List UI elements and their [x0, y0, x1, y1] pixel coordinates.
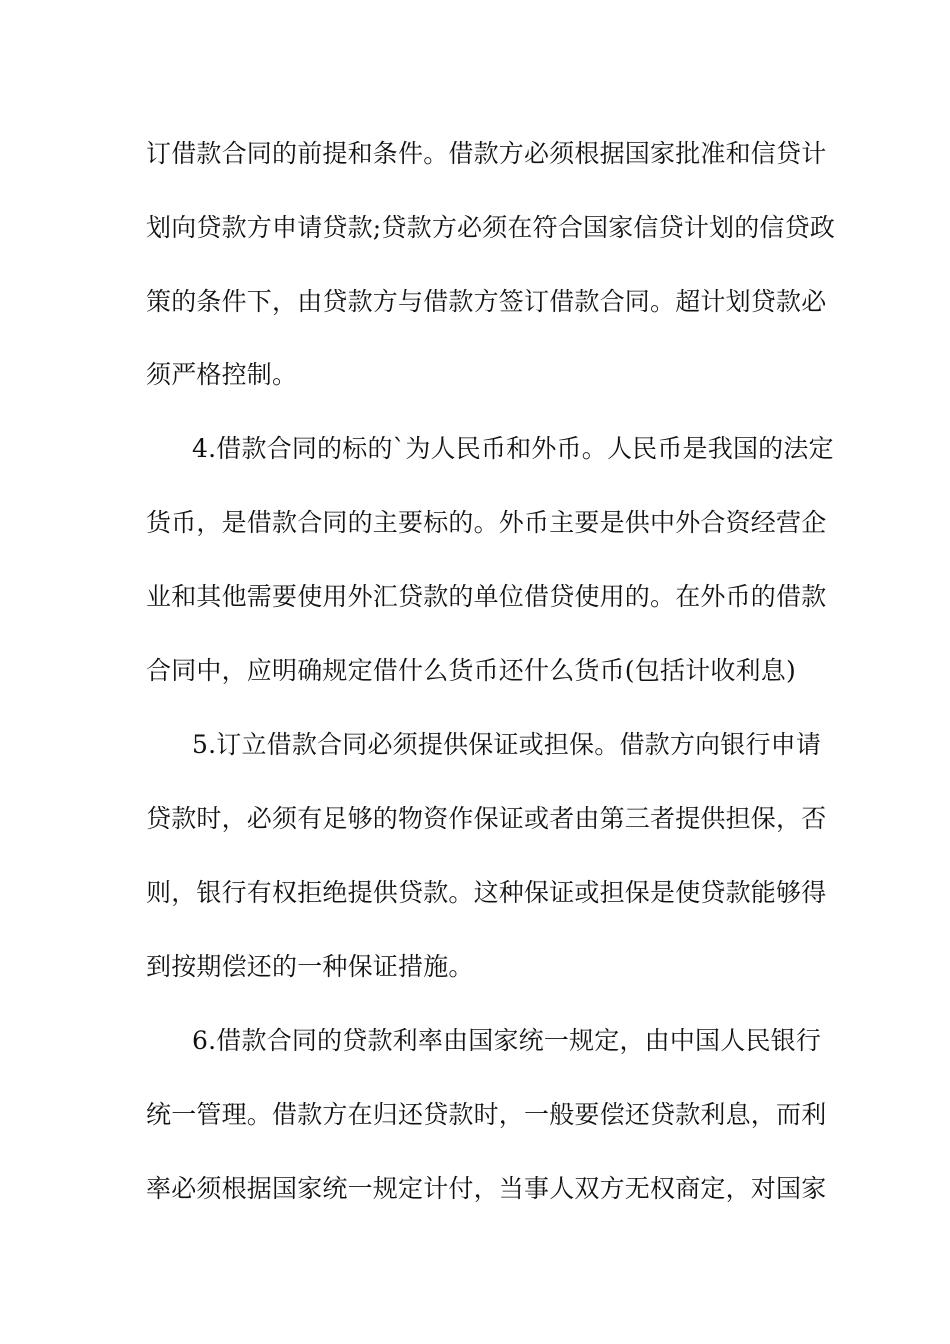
text-line: 到按期偿还的一种保证措施。	[146, 952, 474, 981]
text-line: 划向贷款方申请贷款;贷款方必须在符合国家信贷计划的信贷政	[146, 213, 836, 242]
text-line: 货币，是借款合同的主要标的。外币主要是供中外合资经营企	[146, 508, 827, 537]
text-line: 则，银行有权拒绝提供贷款。这种保证或担保是使贷款能够得	[146, 878, 827, 907]
text-line: 合同中，应明确规定借什么货币还什么货币(包括计收利息)	[146, 656, 796, 685]
text-line: 业和其他需要使用外汇贷款的单位借贷使用的。在外币的借款	[146, 582, 827, 611]
paragraph-5-first-line: 5.订立借款合同必须提供保证或担保。借款方向银行申请	[192, 730, 822, 759]
text-line: 订借款合同的前提和条件。借款方必须根据国家批准和信贷计	[146, 139, 827, 168]
text-line: 统一管理。借款方在归还贷款时，一般要偿还贷款利息，而利	[146, 1100, 827, 1129]
paragraph-4-first-line: 4.借款合同的标的`为人民币和外币。人民币是我国的法定	[192, 434, 834, 463]
text-line: 贷款时，必须有足够的物资作保证或者由第三者提供担保，否	[146, 804, 827, 833]
text-line: 策的条件下，由贷款方与借款方签订借款合同。超计划贷款必	[146, 287, 827, 316]
text-line: 须严格控制。	[146, 360, 298, 389]
text-line: 率必须根据国家统一规定计付，当事人双方无权商定，对国家	[146, 1174, 827, 1203]
paragraph-6-first-line: 6.借款合同的贷款利率由国家统一规定，由中国人民银行	[192, 1026, 822, 1055]
